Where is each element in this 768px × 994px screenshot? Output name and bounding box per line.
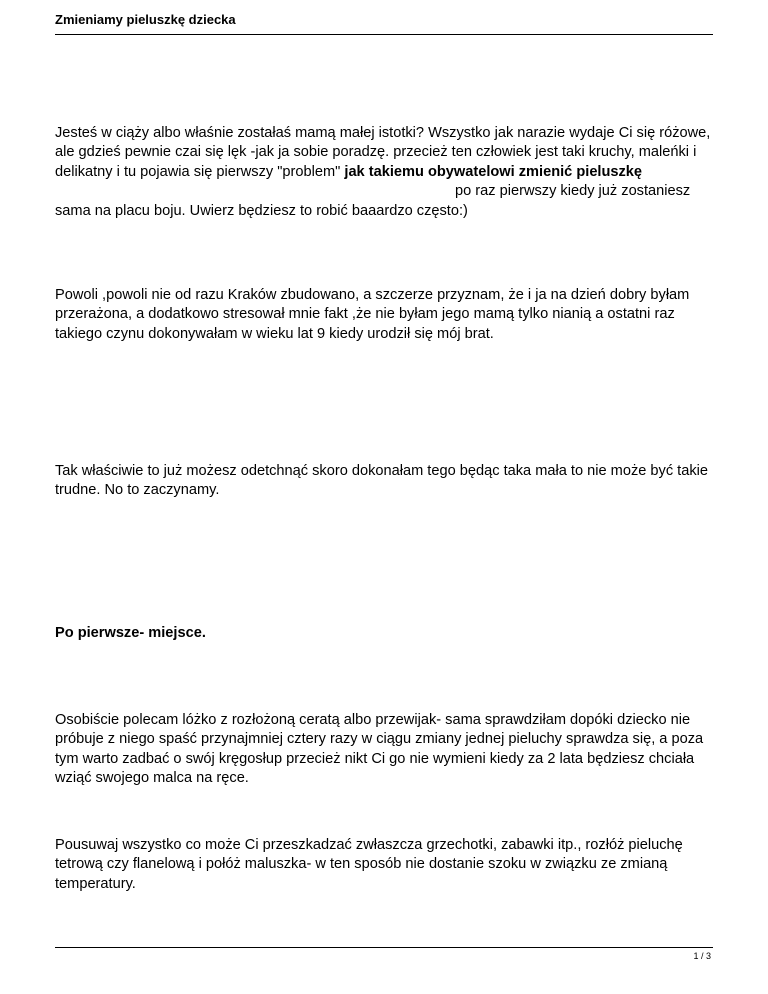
page-number: 1 / 3 <box>693 951 711 961</box>
footer-divider <box>55 947 713 948</box>
intro-bold-phrase: jak takiemu obywatelowi zmienić pieluszkę <box>344 163 643 180</box>
paragraph-krakow: Powoli ,powoli nie od razu Kraków zbudowano, a szczerze przyznam, że i ja na dzień dobry byłam przerażona, a dodatkowo stresował mnie fakt ,że nie byłam jego mamą tylko nianią a ostatni raz takiego czynu dokonywałam w wieku lat 9 kiedy urodził się mój brat. <box>55 287 690 342</box>
paragraph-changing-table: Osobiście polecam lóżko z rozłożoną ceratą albo przewijak- sama sprawdziłam dopóki dziecko nie próbuje z niego spaść przynajmniej cztery razy w ciągu zmiany jednej pieluchy sprawdza się, a poza tym warto zadbać o swój kręgosłup przecież nikt Ci go nie wymieni kiedy za 2 lata będziesz chciała wziąć swojego malca na ręce. <box>55 712 704 787</box>
paragraph-relax: Tak właściwie to już możesz odetchnąć skoro dokonałam tego będąc taka mała to nie może być takie trudne. No to zaczynamy. <box>55 463 708 499</box>
intro-text-end: po raz pierwszy kiedy już zostaniesz sama na placu boju. Uwierz będziesz to robić baaardzo często:) <box>55 183 691 219</box>
document-header-title: Zmieniamy pieluszkę dziecka <box>55 12 236 27</box>
section-heading-place: Po pierwsze- miejsce. <box>55 625 206 641</box>
intro-text-start: Jesteś w ciąży albo właśnie zostałaś mamą małej istotki? Wszystko jak narazie wydaje Ci się różowe, ale gdzieś pewnie czai się lęk -jak ja sobie poradzę. przecież ten człowiek jest taki kruchy, maleńki i delikatny i tu pojawia się pierwszy "problem" <box>55 125 711 180</box>
paragraph-prepare: Pousuwaj wszystko co może Ci przeszkadzać zwłaszcza grzechotki, zabawki itp., rozłóż pieluchę tetrową czy flanelową i połóż maluszka- w ten sposób nie dostanie szoku w związku ze zmianą temperatury. <box>55 837 683 892</box>
paragraph-intro <box>55 124 715 221</box>
header-divider <box>55 34 713 35</box>
